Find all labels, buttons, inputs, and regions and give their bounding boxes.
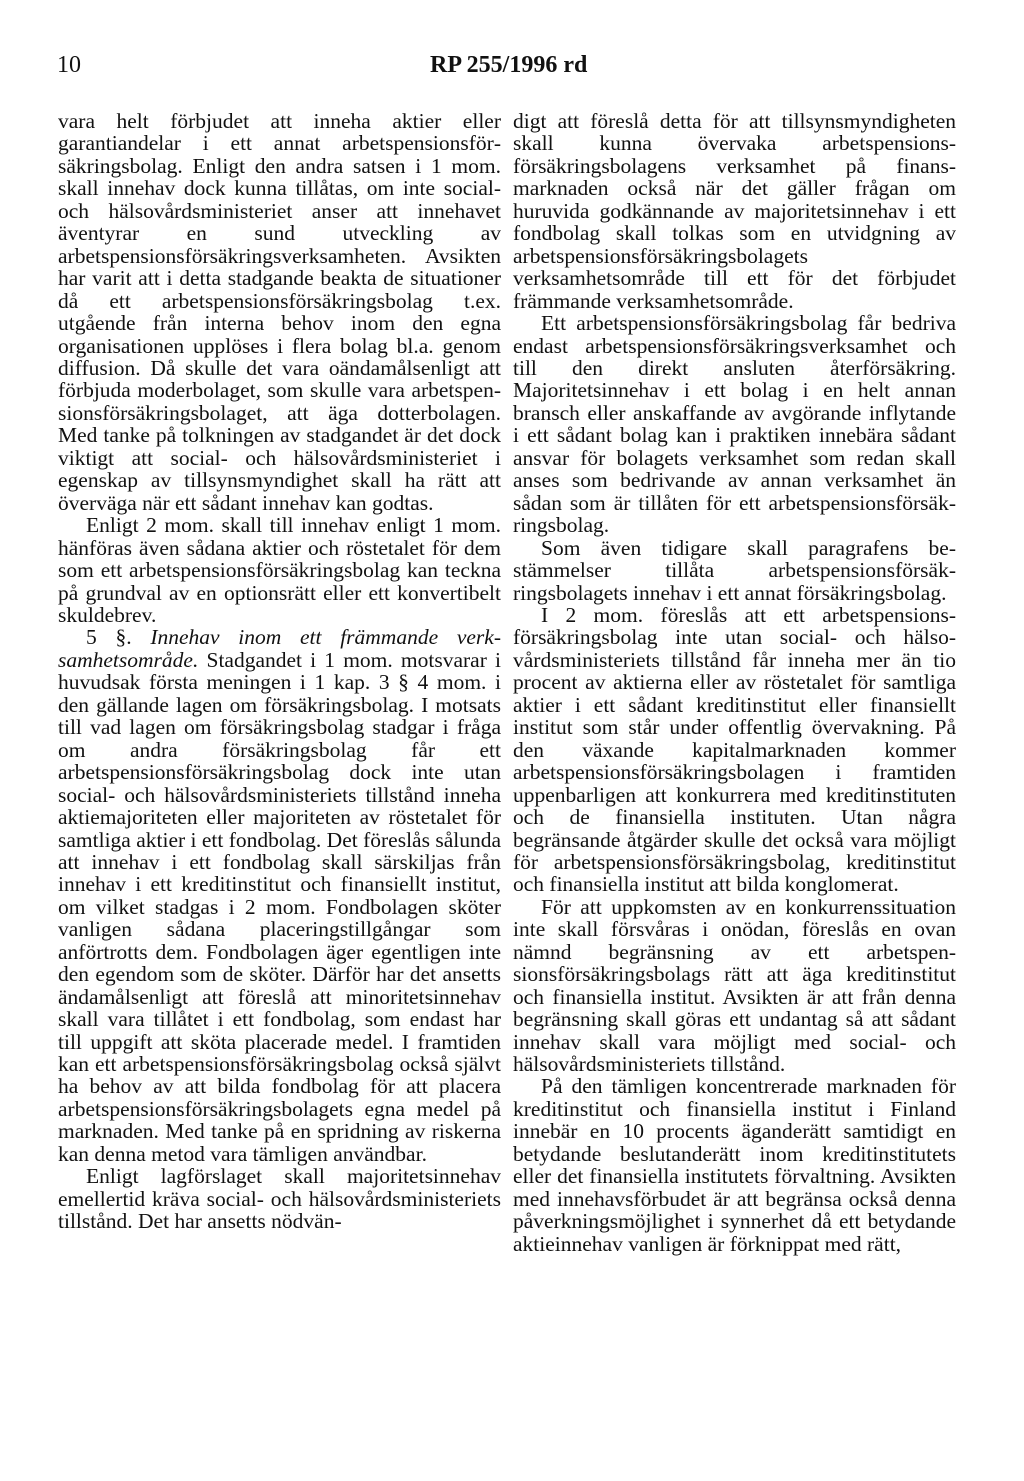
paragraph: Som även tidigare skall paragrafens bestämmelser tillåta arbetspensionsförsäkringsbolagets innehav i ett annat försäkringsbolag. [513, 535, 956, 605]
document-reference: RP 255/1996 rd [430, 52, 588, 78]
page-number: 10 [57, 52, 81, 78]
right-column [513, 110, 956, 1255]
paragraph: För att uppkomsten av en konkurrenssituation inte skall försvåras i onödan, föreslås en ovan nämnd begränsning av ett arbetspensionsförsäkringsbolags rätt att äga kreditinstitut och finansiella institut. Avsikten är att från denna begränsning skall göras ett undantag så att sådant innehav skall vara möjligt med social- och hälsovårdsministeriets tillstånd. [513, 894, 956, 1077]
paragraph: Enligt lagförslaget skall majoritetsinnehav emellertid kräva social- och hälsovårdsministeriets tillstånd. Det har ansetts nödvän- [58, 1164, 501, 1234]
section-body: Stadgandet i 1 mom. motsvarar i huvudsak första meningen i 1 kap. 3 § 4 mom. i den gällande lagen om försäkringsbolag. I motsats till vad lagen om försäkringsbolag stadgar i fråga om andra försäkringsbolag får ett arbetspensionsförsäkringsbolag dock inte utan social- och hälsovårdsministeriets tillstånd inneha aktiemajoriteten eller majoriteten av röstetalet för samtliga aktier i ett fondbolag. Det föreslås sålunda att innehav i ett fondbolag skall särskiljas från innehav i ett kreditinstitut och finansiellt institut, om vilket stadgas i 2 mom. Fondbolagen sköter vanligen sådana placeringstillgångar som anförtrotts dem. Fondbolagen äger egentligen inte den egendom som de sköter. Därför har det ansetts ändamålsenligt att föreslå att minoritetsinnehav skall vara tillåtet i ett fondbolag, som endast har till uppgift att sköta placerade medel. I framtiden kan ett arbetspensionsförsäkringsbolag också självt ha behov av att bilda fondbolag för att placera arbetspensionsförsäkringsbolagets egna medel på marknaden. Med tanke på en spridning av riskerna kan denna metod vara tämligen användbar. [58, 647, 502, 1166]
section-number: 5 §. [86, 625, 132, 650]
paragraph: Ett arbetspensionsförsäkringsbolag får bedriva endast arbetspensionsförsäkringsverksamhet och till den direkt ansluten återförsäkring. Majoritetsinnehav i ett bolag i en helt annan bransch eller anskaffande av avgörande inflytande i ett sådant bolag kan i praktiken innebära sådant ansvar för bolagets verksamhet som redan skall anses som bedrivande av annan verksamhet än sådan som är tillåten för ett arbetspensionsförsäkringsbolag. [513, 311, 956, 538]
left-column [58, 110, 501, 1233]
section-title: Innehav inom ett främmande verksamhetsområde. [58, 625, 502, 672]
paragraph: digt att föreslå detta för att tillsynsmyndigheten skall kunna övervaka arbetspensionsförsäkringsbolagens verksamhet på finansmarknaden också när det gäller frågan om huruvida godkännande av majoritetsinnehav i ett fondbolag skall tolkas som en utvidgning av arbetspensionsförsäkringsbolagets verksamhetsområde till ett för det förbjudet främmande verksamhetsområde. [513, 109, 956, 313]
section-paragraph [58, 626, 501, 1165]
paragraph: Enligt 2 mom. skall till innehav enligt 1 mom. hänföras även sådana aktier och röstetalet för dem som ett arbetspensionsförsäkringsbolag kan teckna på grundval av en optionsrätt eller ett konvertibelt skuldebrev. [58, 513, 501, 627]
paragraph: I 2 mom. föreslås att ett arbetspensionsförsäkringsbolag inte utan social- och hälsovårdsministeriets tillstånd får inneha mer än tio procent av aktierna eller av röstetalet för samtliga aktier i ett sådant kreditinstitut eller finansiellt institut som står under offentlig övervakning. På den växande kapitalmarknaden kommer arbetspensionsförsäkringsbolagen i framtiden uppenbarligen att konkurrera med kreditinstituten och de finansiella instituten. Utan några begränsande åtgärder skulle det också vara möjligt för arbetspensionsförsäkringsbolag, kreditinstitut och finansiella institut att bilda konglomerat. [513, 602, 956, 897]
paragraph: På den tämligen koncentrerade marknaden för kreditinstitut och finansiella institut i Finland innebär en 10 procents äganderätt samtidigt en betydande beslutanderätt inom kreditinstitutets eller det finansiella institutets förvaltning. Avsikten med innehavsförbudet är att begränsa också denna påverkningsmöjlighet i synnerhet då ett betydande aktieinnehav vanligen är förknippat med rätt, [513, 1074, 956, 1256]
paragraph: vara helt förbjudet att inneha aktier eller garantiandelar i ett annat arbetspensionsförsäkringsbolag. Enligt den andra satsen i 1 mom. skall innehav dock kunna tillåtas, om inte social- och hälsovårdsministeriet anser att innehavet äventyrar en sund utveckling av arbetspensionsförsäkringsverksamheten. Avsikten har varit att i detta stadgande beakta de situationer då ett arbetspensionsförsäkringsbolag t.ex. utgående från interna behov inom den egna organisationen upplöses i flera bolag bl.a. genom diffusion. Då skulle det vara oändamålsenligt att förbjuda moderbolaget, som skulle vara arbetspensionsförsäkringsbolaget, att äga dotterbolagen. Med tanke på tolkningen av stadgandet är det dock viktigt att social- och hälsovårdsministeriet i egenskap av tillsynsmyndighet skall ha rätt att överväga när ett sådant innehav kan godtas. [58, 109, 501, 515]
